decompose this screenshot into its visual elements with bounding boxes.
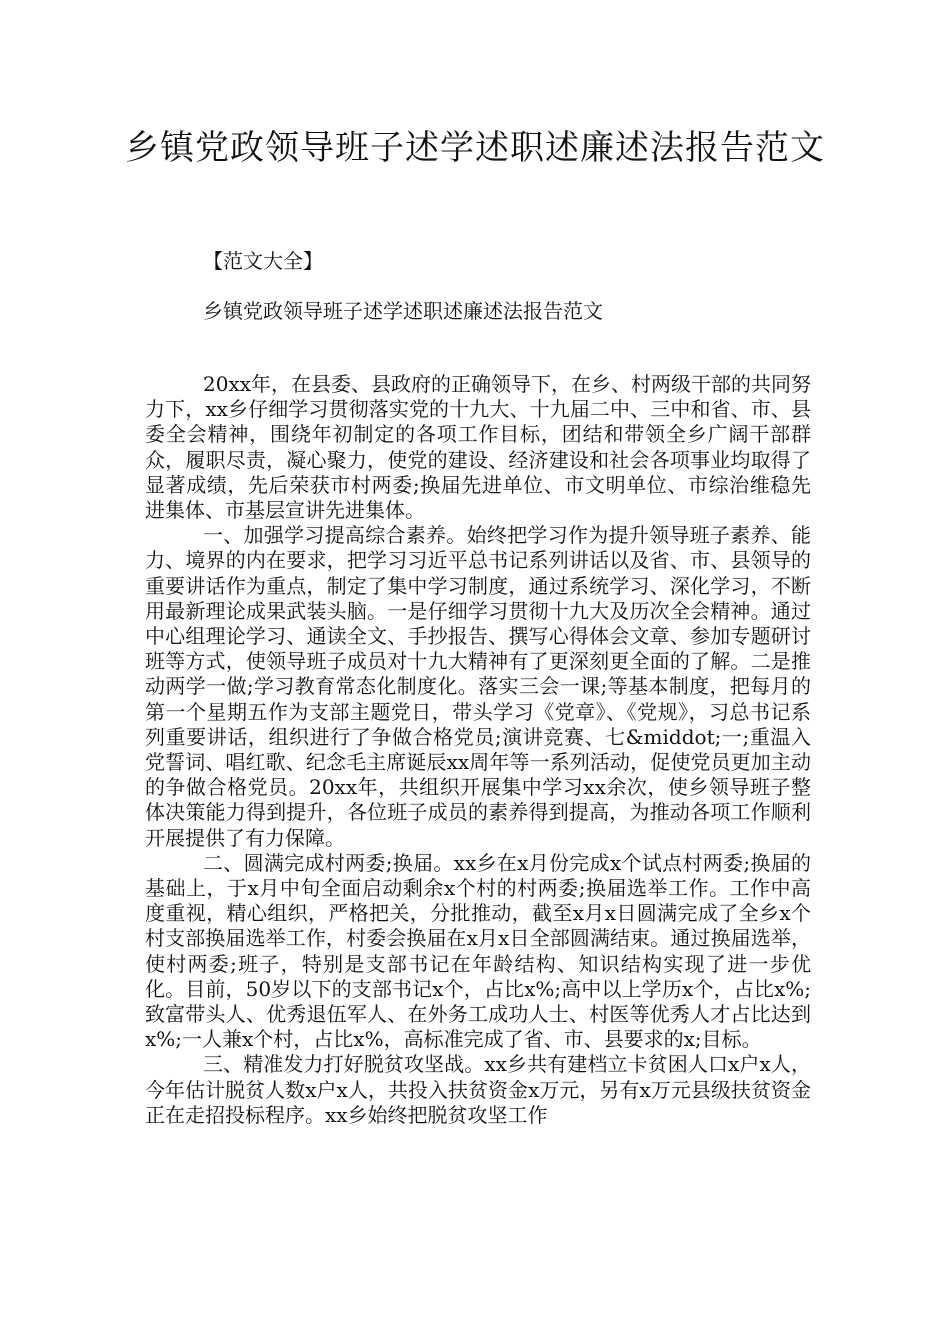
paragraph-intro: 20xx年，在县委、县政府的正确领导下，在乡、村两级干部的共同努力下，xx乡仔细学习贯彻落实党的十九大、十九届二中、三中和省、市、县委全会精神，围绕年初制定的各项工作目标，团结和带领全乡广阔干部群众，履职尽责，凝心聚力，使党的建设、经济建设和社会各项事业均取得了显著成绩，先后荣获市村两委;换届先进单位、市文明单位、市综治维稳先进集体、市基层宣讲先进集体。: [145, 372, 812, 523]
document-body: [145, 372, 811, 1128]
document-title: 乡镇党政领导班子述学述职述廉述法报告范文: [125, 128, 825, 168]
paragraph-section-1: 一、加强学习提高综合素养。始终把学习作为提升领导班子素养、能力、境界的内在要求，把学习习近平总书记系列讲话以及省、市、县领导的重要讲话作为重点，制定了集中学习制度，通过系统学习、深化学习，不断用最新理论成果武装头脑。一是仔细学习贯彻十九大及历次全会精神。通过中心组理论学习、通读全文、手抄报告、撰写心得体会文章、参加专题研讨班等方式，使领导班子成员对十九大精神有了更深刻更全面的了解。二是推动两学一做;学习教育常态化制度化。落实三会一课;等基本制度，把每月的第一个星期五作为支部主题党日，带头学习《党章》、《党规》，习总书记系列重要讲话，组织进行了争做合格党员;演讲竞赛、七&middot;一;重温入党誓词、唱红歌、纪念毛主席诞辰xx周年等一系列活动，促使党员更加主动的争做合格党员。20xx年，共组织开展集中学习xx余次，使乡领导班子整体决策能力得到提升，各位班子成员的素养得到提高，为推动各项工作顺利开展提供了有力保障。: [145, 523, 811, 850]
category-tag: 【范文大全】: [203, 249, 323, 273]
paragraph-section-3: 三、精准发力打好脱贫攻坚战。xx乡共有建档立卡贫困人口x户x人，今年估计脱贫人数x户x人，共投入扶贫资金x万元，另有x万元县级扶贫资金正在走招投标程序。xx乡始终把脱贫攻坚工作: [145, 1052, 811, 1127]
paragraph-section-2: 二、圆满完成村两委;换届。xx乡在x月份完成x个试点村两委;换届的基础上，于x月中旬全面启动剩余x个村的村两委;换届选举工作。工作中高度重视，精心组织，严格把关，分批推动，截至x月x日圆满完成了全乡x个村支部换届选举工作，村委会换届在x月x日全部圆满结束。通过换届选举，使村两委;班子，特别是支部书记在年龄结构、知识结构实现了进一步优化。目前，50岁以下的支部书记x个，占比x%;高中以上学历x个，占比x%;致富带头人、优秀退伍军人、在外务工成功人士、村医等优秀人才占比达到x%;一人兼x个村，占比x%，高标准完成了省、市、县要求的x;目标。: [145, 850, 811, 1052]
document-subtitle: 乡镇党政领导班子述学述职述廉述法报告范文: [203, 299, 603, 323]
